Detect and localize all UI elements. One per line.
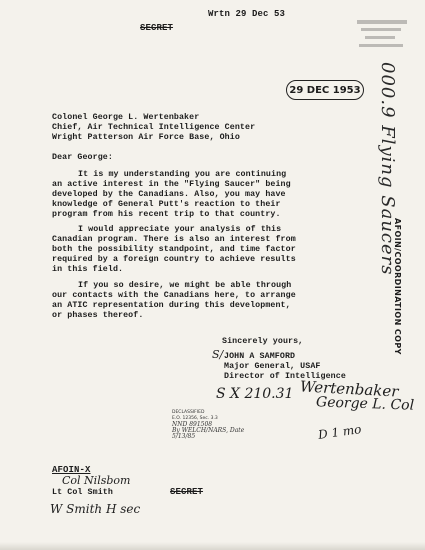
handwritten-staff-signature: W Smith H sec xyxy=(50,502,141,516)
salutation: Dear George: xyxy=(52,153,113,162)
body-line: or phases thereof. xyxy=(52,311,144,320)
body-line: It is my understanding you are continuing xyxy=(78,170,287,179)
secret-classification-top: SECRET xyxy=(140,23,174,33)
declassification-stamp xyxy=(172,410,262,440)
faint-stamp-marks xyxy=(355,18,415,58)
body-line: I would appreciate your analysis of this xyxy=(78,225,282,234)
signer-title: Director of Intelligence xyxy=(224,372,346,381)
date-received-stamp: 29 DEC 1953 xyxy=(286,80,364,100)
addressee-line: Colonel George L. Wertenbaker xyxy=(52,113,200,122)
body-line: program from his recent trip to that country. xyxy=(52,210,281,219)
signer-name: JOHN A SAMFORD xyxy=(224,352,296,361)
declass-line: DECLASSIFIED xyxy=(172,410,205,415)
body-line: required by a foreign country to achieve results xyxy=(52,255,296,264)
handwritten-initials: D 1 mo xyxy=(317,422,363,442)
body-line: If you so desire, we might be able through xyxy=(78,281,292,290)
handwritten-george: George L. Col xyxy=(315,394,415,414)
addressee-line: Chief, Air Technical Intelligence Center xyxy=(52,123,256,132)
body-line: Canadian program. There is also an interest from xyxy=(52,235,296,244)
declass-line: By WELCH/NARS, Date 5/13/85 xyxy=(172,427,245,440)
body-line: developed by the Canadians. Also, you may have xyxy=(52,190,286,199)
body-line: an active interest in the "Flying Saucer" being xyxy=(52,180,291,189)
body-line: both the possibility standpoint, and time factor xyxy=(52,245,296,254)
addressee-line: Wright Patterson Air Force Base, Ohio xyxy=(52,133,240,142)
office-code: AFOIN-X xyxy=(52,465,91,475)
routing-stamp: Wrtn 29 Dec 53 xyxy=(208,9,286,19)
handwritten-wertenbaker: Wertenbaker xyxy=(299,377,399,401)
scan-edge xyxy=(0,542,425,550)
coordination-copy-label: AFOIN/COORDINATION COPY xyxy=(393,218,402,355)
staff-officer: Lt Col Smith xyxy=(52,488,113,497)
declass-line: NND 891508 xyxy=(172,421,213,428)
closing: Sincerely yours, xyxy=(222,337,304,346)
body-line: in this field. xyxy=(52,265,124,274)
declass-line: E.O. 12356, Sec. 3.3 xyxy=(172,416,218,421)
signer-rank: Major General, USAF xyxy=(224,362,321,371)
body-line: knowledge of General Putt's reaction to their xyxy=(52,200,281,209)
handwritten-file-number: S X 210.31 xyxy=(216,386,294,402)
vertical-handwritten-file-note: 000.9 Flying Saucers xyxy=(377,62,398,276)
body-line: an ATIC representation during this development, xyxy=(52,301,291,310)
handwritten-staff-initials: Col Nilsbom xyxy=(62,474,131,487)
body-line: our contacts with the Canadians here, to arrange xyxy=(52,291,296,300)
signature-mark: S/ xyxy=(212,348,224,361)
secret-classification-bottom: SECRET xyxy=(170,487,204,497)
